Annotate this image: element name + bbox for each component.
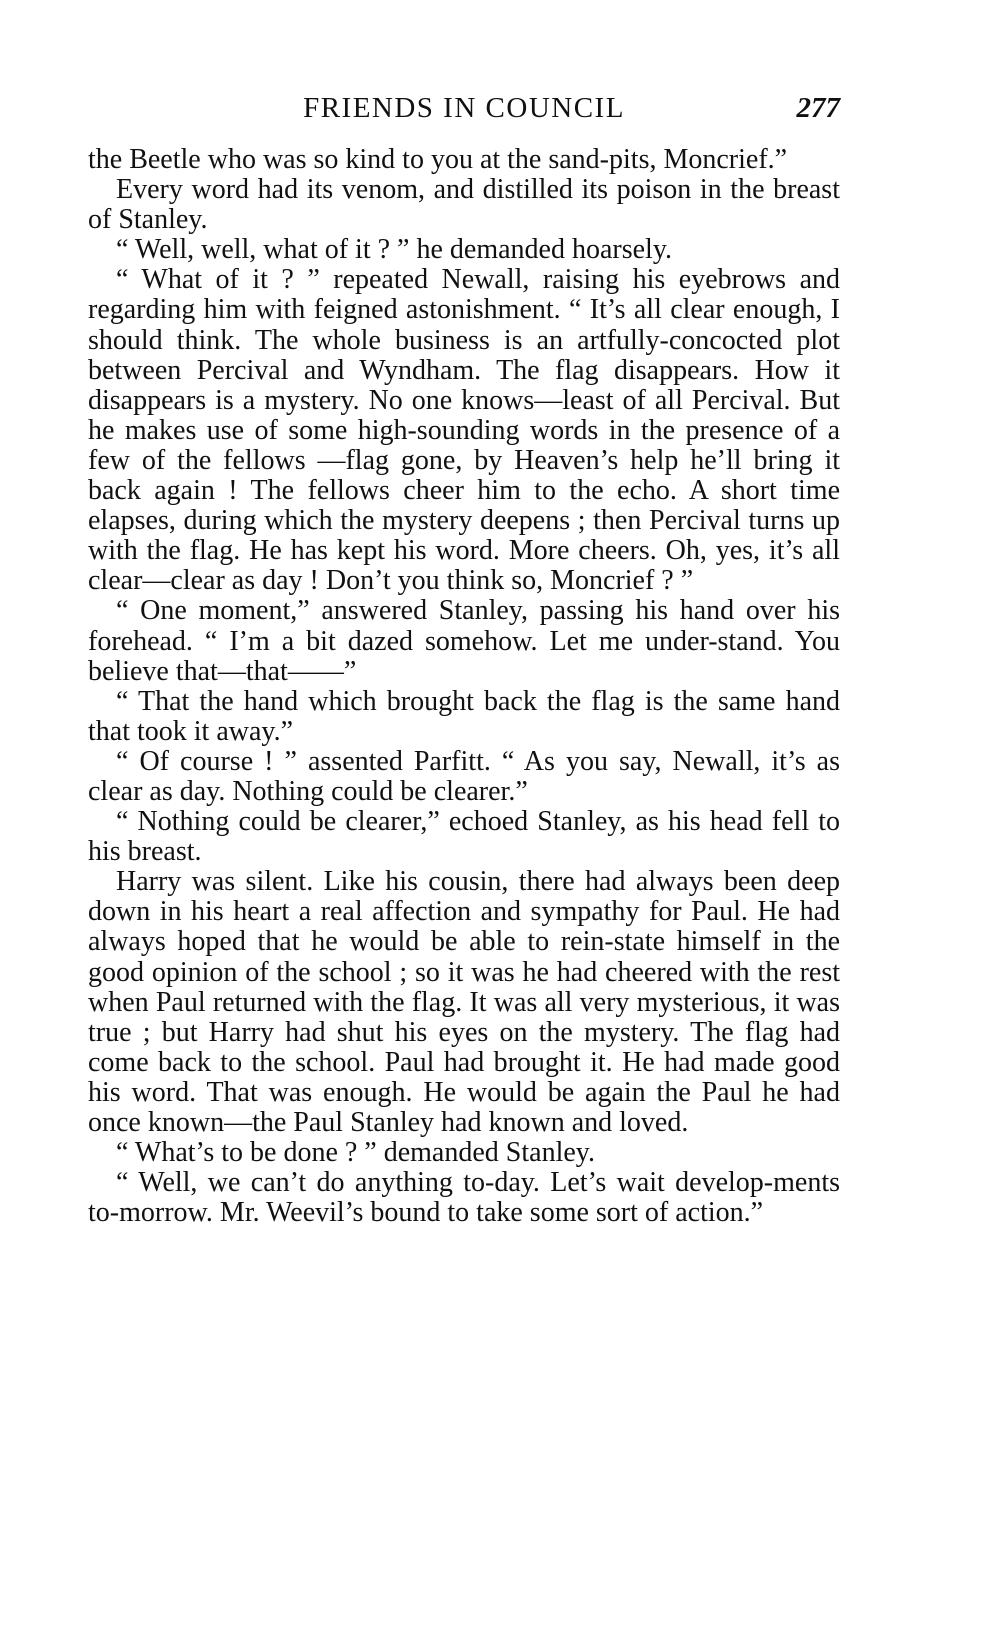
paragraph: “ What of it ? ” repeated Newall, raising his eyebrows and regarding him with feigned astonishment. “ It’s all clear enough, I should think. The whole business is an artfully-concocted plot between Percival and Wyndham. The flag disappears. How it disappears is a mystery. No one knows—least of all Percival. But he makes use of some high-sounding words in the presence of a few of the fellows —flag gone, by Heaven’s help he’ll bring it back again ! The fellows cheer him to the echo. A short time elapses, during which the mystery deepens ; then Percival turns up with the flag. He has kept his word. More cheers. Oh, yes, it’s all clear—clear as day ! Don’t you think so, Moncrief ? ” (88, 264, 840, 597)
paragraph: “ That the hand which brought back the flag is the same hand that took it away.” (88, 685, 840, 747)
paragraph: Every word had its venom, and distilled its poison in the breast of Stanley. (88, 174, 840, 236)
page-number: 277 (796, 92, 840, 124)
paragraph: “ What’s to be done ? ” demanded Stanley. (116, 1137, 595, 1169)
running-title: FRIENDS IN COUNCIL (303, 92, 625, 124)
paragraph: “ Nothing could be clearer,” echoed Stanley, as his head fell to his breast. (88, 806, 840, 868)
body-text (88, 145, 840, 1228)
page-header (88, 92, 840, 132)
paragraph: the Beetle who was so kind to you at the sand-pits, Moncrief.” (88, 144, 788, 175)
paragraph: “ Well, well, what of it ? ” he demanded hoarsely. (116, 234, 672, 266)
paragraph: “ One moment,” answered Stanley, passing his hand over his forehead. “ I’m a bit dazed somehow. Let me under-stand. You believe that—that——” (88, 595, 840, 687)
paragraph: Harry was silent. Like his cousin, there had always been deep down in his heart a real affection and sympathy for Paul. He had always hoped that he would be able to rein-state himself in the good opinion of the school ; so it was he had cheered with the rest when Paul returned with the flag. It was all very mysterious, it was true ; but Harry had shut his eyes on the mystery. The flag had come back to the school. Paul had brought it. He had made good his word. That was enough. He would be again the Paul he had once known—the Paul Stanley had known and loved. (88, 866, 840, 1138)
paragraph: “ Of course ! ” assented Parfitt. “ As you say, Newall, it’s as clear as day. Nothing could be clearer.” (88, 745, 840, 807)
paragraph: “ Well, we can’t do anything to-day. Let’s wait develop-ments to-morrow. Mr. Weevil’s bound to take some sort of action.” (88, 1167, 840, 1229)
